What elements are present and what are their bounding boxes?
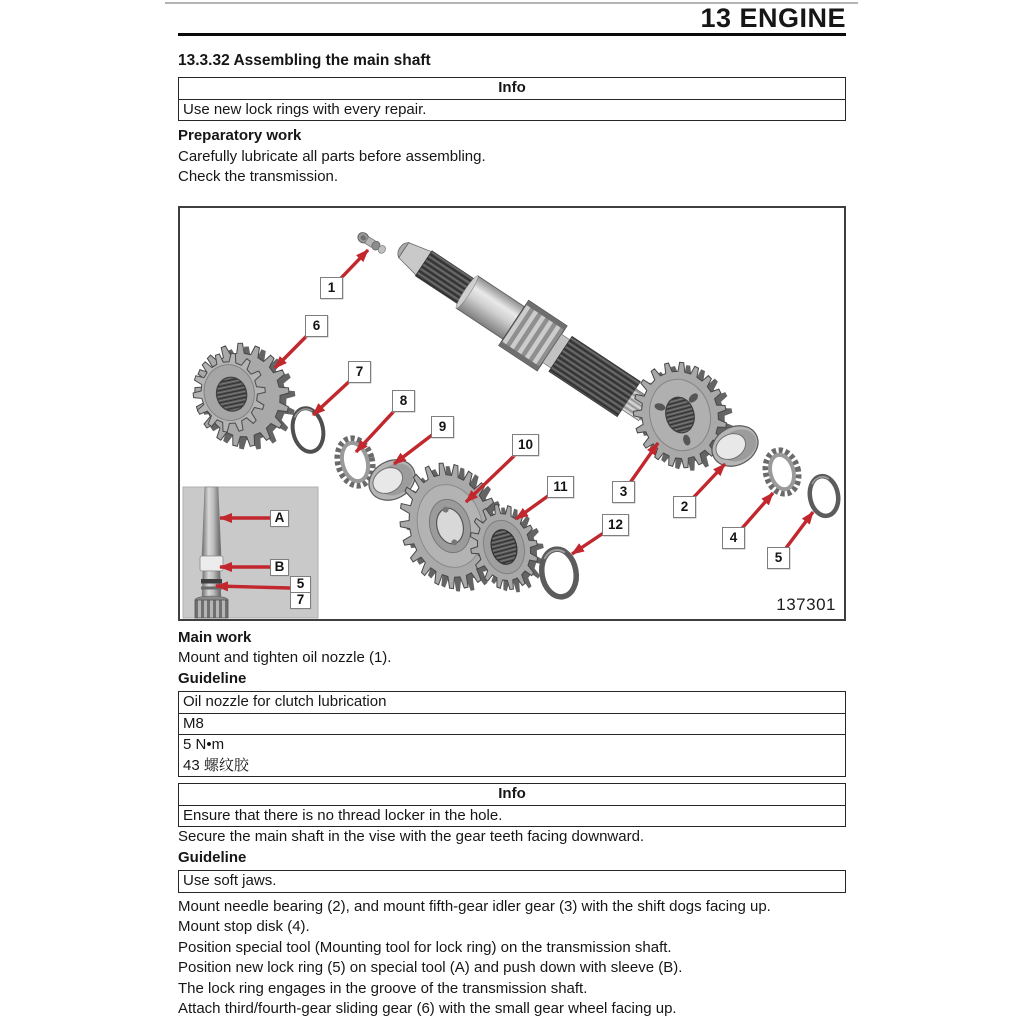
step-paragraph: The lock ring engages in the groove of the transmission shaft. — [178, 979, 588, 997]
callout-10: 10 — [512, 434, 539, 456]
step-paragraph: Mount needle bearing (2), and mount fifth-gear idler gear (3) with the shift dogs facing up. — [178, 897, 771, 915]
main-work-step: Secure the main shaft in the vise with the gear teeth facing downward. — [178, 828, 645, 845]
guideline-row-line: Oil nozzle for clutch lubrication — [183, 693, 387, 710]
callout-12: 12 — [602, 514, 629, 536]
guideline-row-line: 5 N•m — [183, 736, 225, 753]
callout-11: 11 — [547, 476, 574, 498]
info-table-mid — [178, 783, 846, 827]
part-lock-ring-7 — [289, 405, 327, 454]
callout-7: 7 — [290, 592, 311, 609]
guideline2-table — [178, 870, 846, 893]
guideline-row-line: M8 — [183, 714, 204, 732]
guideline-row-line: 43 螺纹胶 — [183, 756, 249, 774]
part-washer-4 — [761, 446, 803, 497]
info-table-top — [178, 77, 846, 121]
callout-1: 1 — [320, 277, 343, 299]
figure-number: 137301 — [776, 594, 836, 614]
main-shaft-diagram — [180, 208, 844, 619]
guideline-heading: Guideline — [178, 669, 247, 687]
callout-3: 3 — [612, 481, 635, 503]
main-work-step: Mount and tighten oil nozzle (1). — [178, 649, 392, 666]
page-content — [178, 0, 846, 1020]
step-paragraph: Position new lock ring (5) on special tool (A) and push down with sleeve (B). — [178, 959, 683, 976]
section-title: 13.3.32 Assembling the main shaft — [178, 52, 431, 69]
guideline-row — [179, 734, 845, 776]
callout-4: 4 — [722, 527, 745, 549]
chapter-title: 13 ENGINE — [700, 3, 846, 33]
exploded-view-figure — [178, 206, 846, 621]
info-table-top-header: Info — [498, 79, 526, 96]
callout-A: A — [270, 510, 289, 527]
callout-B: B — [270, 559, 289, 576]
callout-5: 5 — [290, 576, 311, 593]
info-table-top-body: Use new lock rings with every repair. — [179, 99, 845, 121]
callout-7: 7 — [348, 361, 371, 383]
guideline2-heading: Guideline — [178, 848, 247, 866]
callout-5: 5 — [767, 547, 790, 569]
part-oil-nozzle — [356, 230, 388, 255]
callout-arrow — [216, 586, 290, 588]
info-table-mid-header: Info — [498, 785, 526, 802]
chapter-header — [178, 0, 846, 36]
guideline-table — [178, 691, 846, 777]
callout-9: 9 — [431, 416, 454, 438]
step-paragraph: Mount stop disk (4). — [178, 918, 310, 935]
step-paragraph: Position special tool (Mounting tool for lock ring) on the transmission shaft. — [178, 938, 672, 956]
step-paragraph: Attach third/fourth-gear sliding gear (6) with the small gear wheel facing up. — [178, 1000, 677, 1017]
preparatory-line: Carefully lubricate all parts before assembling. — [178, 147, 486, 165]
callout-6: 6 — [305, 315, 328, 337]
guideline-row — [179, 692, 845, 713]
steps-list — [178, 897, 846, 1020]
part-main-shaft — [385, 225, 676, 443]
callout-2: 2 — [673, 496, 696, 518]
preparatory-heading: Preparatory work — [178, 127, 302, 144]
callout-8: 8 — [392, 390, 415, 412]
part-gear-6 — [184, 333, 305, 459]
preparatory-line: Check the transmission. — [178, 168, 339, 185]
guideline-row — [179, 713, 845, 735]
info-table-mid-body: Ensure that there is no thread locker in the hole. — [179, 805, 845, 827]
guideline2-table-body: Use soft jaws. — [183, 872, 277, 889]
main-work-heading: Main work — [178, 628, 252, 646]
